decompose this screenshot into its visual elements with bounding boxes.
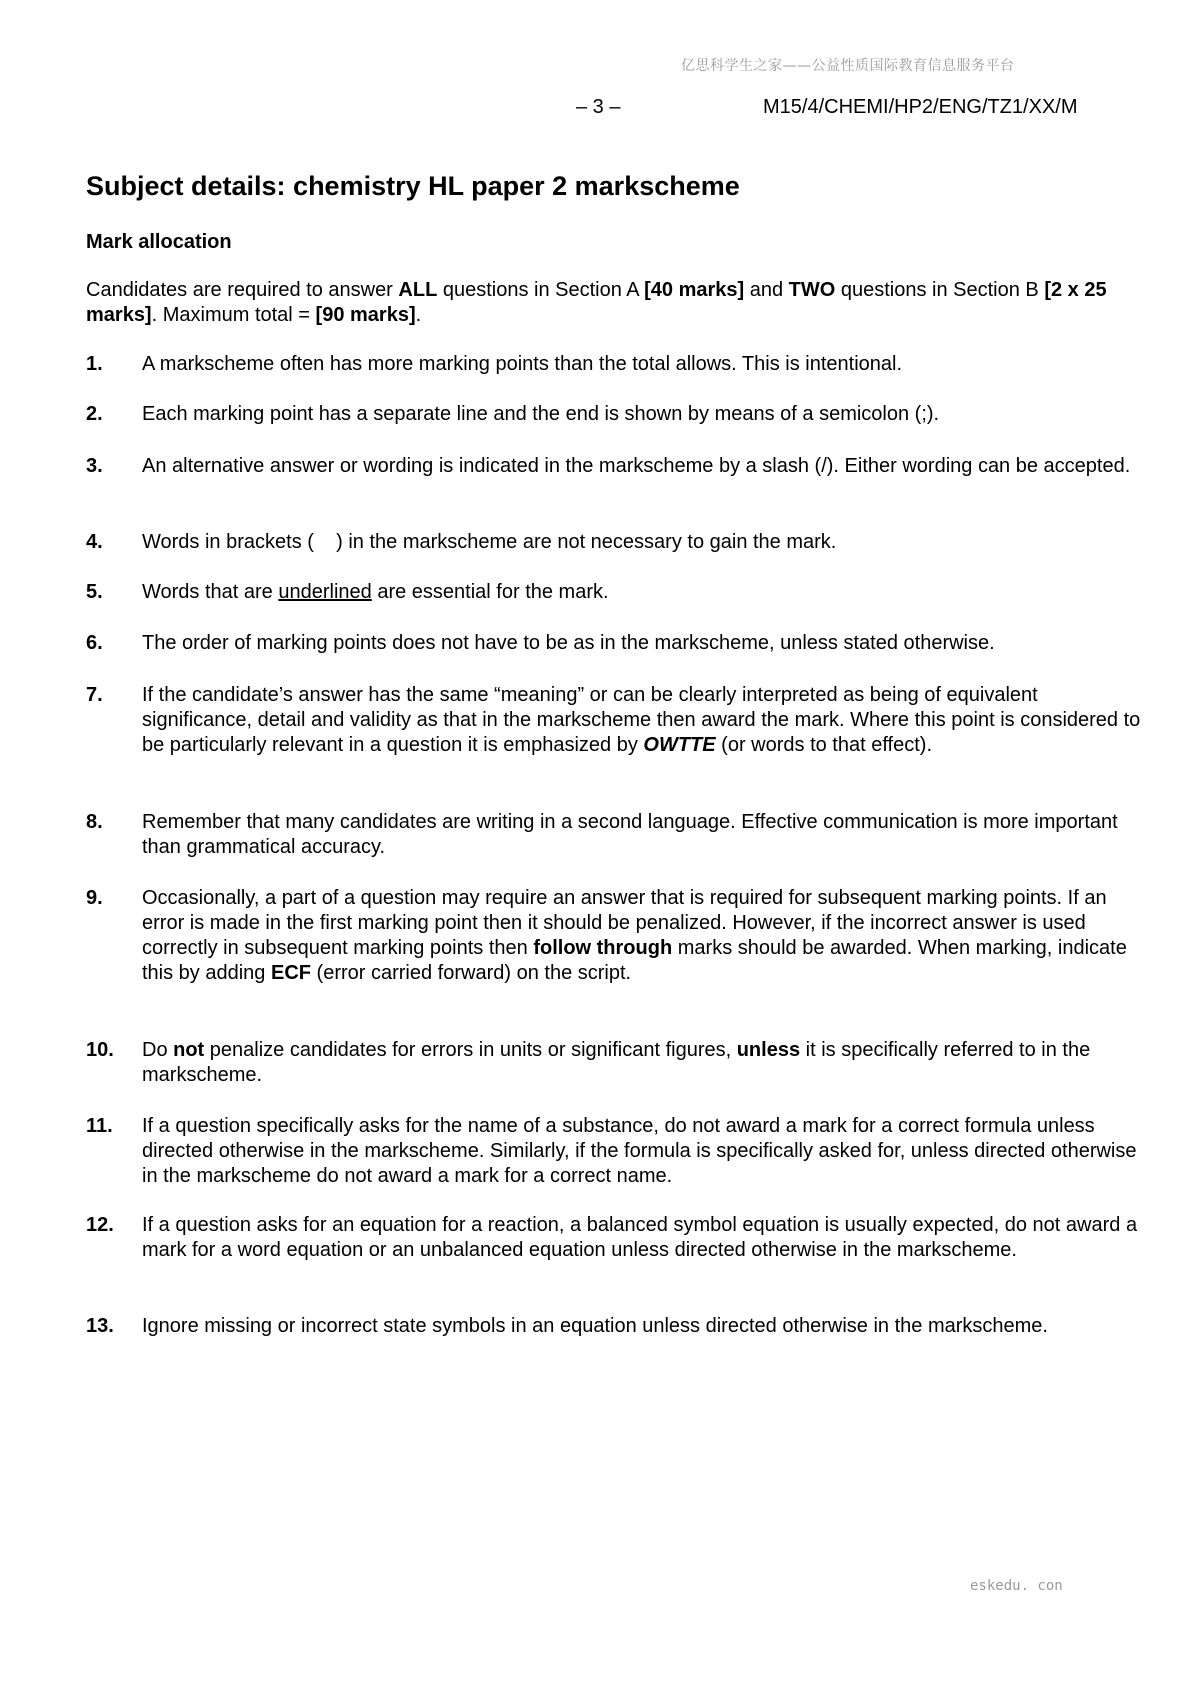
item-number: 4.	[86, 531, 103, 553]
item-number: 3.	[86, 455, 103, 477]
section-heading-mark-allocation: Mark allocation	[86, 231, 232, 253]
item-number: 2.	[86, 403, 103, 425]
item-text-part: If the candidate’s answer has the same “meaning” or can be clearly interpreted as being of equivalent significance, detail and validity as that in the markscheme then award the mark. Where this point is considered to be particularly relevant in a question it is emphasized by	[142, 684, 1141, 756]
item-text	[142, 1038, 1142, 1088]
underlined-word: underlined	[278, 581, 372, 603]
item-text	[142, 683, 1142, 758]
ecf-emphasis: ECF	[270, 962, 311, 984]
item-number: 13.	[86, 1315, 114, 1337]
item-text: If a question asks for an equation for a reaction, a balanced symbol equation is usually expected, do not award a mark for a word equation or an unbalanced equation unless directed otherwise in the markscheme.	[142, 1214, 1138, 1261]
item-text-part: Words that are	[142, 581, 279, 603]
item-text: Words in brackets ( ) in the markscheme are not necessary to gain the mark.	[142, 531, 837, 553]
document-code: M15/4/CHEMI/HP2/ENG/TZ1/XX/M	[763, 96, 1078, 118]
item-number: 1.	[86, 353, 103, 375]
item-number: 11.	[86, 1115, 113, 1137]
item-text: If a question specifically asks for the name of a substance, do not award a mark for a correct formula unless directed otherwise in the markscheme. Similarly, if the formula is specifically asked for, unless directed otherwise in the markscheme do not award a mark for a correct name.	[142, 1115, 1137, 1187]
follow-through-emphasis: follow through	[533, 937, 673, 959]
intro-text: Candidates are required to answer	[86, 279, 399, 301]
item-number: 10.	[86, 1039, 114, 1061]
item-text-part: it is specifically referred to in the markscheme.	[142, 1039, 1091, 1086]
item-text: An alternative answer or wording is indicated in the markscheme by a slash (/). Either wording can be accepted.	[142, 455, 1131, 477]
owtte-emphasis: OWTTE	[643, 734, 716, 756]
unless-emphasis: unless	[736, 1039, 801, 1061]
intro-text: .	[415, 304, 422, 326]
page-title: Subject details: chemistry HL paper 2 markscheme	[86, 171, 740, 201]
item-number: 12.	[86, 1214, 114, 1236]
item-number: 9.	[86, 887, 103, 909]
intro-text: questions in Section B	[835, 279, 1045, 301]
item-text-part: are essential for the mark.	[371, 581, 609, 603]
intro-emphasis-two: TWO	[788, 279, 836, 301]
item-number: 6.	[86, 632, 103, 654]
intro-emphasis-all: ALL	[398, 279, 438, 301]
item-text	[142, 886, 1142, 986]
item-text-part: marks should be awarded. When marking, indicate this by adding	[142, 937, 1127, 984]
intro-marks-section-b: [2 x 25 marks]	[86, 279, 1107, 326]
intro-text: and	[744, 279, 789, 301]
intro-text: questions in Section A	[437, 279, 645, 301]
item-text: The order of marking points does not have to be as in the markscheme, unless stated otherwise.	[142, 632, 995, 654]
intro-marks-total: [90 marks]	[315, 304, 416, 326]
item-text: Ignore missing or incorrect state symbols in an equation unless directed otherwise in the markscheme.	[142, 1315, 1048, 1337]
item-number: 7.	[86, 684, 103, 706]
intro-paragraph	[86, 278, 1116, 328]
item-text-part: (or words to that effect).	[715, 734, 932, 756]
item-text-part: Occasionally, a part of a question may require an answer that is required for subsequent marking points. If an error is made in the first marking point then it should be penalized. However, if the incorrect answer is used correctly in subsequent marking points then	[142, 887, 1107, 959]
page-number: – 3 –	[576, 96, 621, 118]
item-text-part: penalize candidates for errors in units or significant figures,	[204, 1039, 737, 1061]
item-text-part: (error carried forward) on the script.	[310, 962, 632, 984]
item-number: 8.	[86, 811, 103, 833]
intro-marks-section-a: [40 marks]	[644, 279, 745, 301]
footer-watermark: eskedu. con	[970, 1578, 1063, 1594]
item-number: 5.	[86, 581, 103, 603]
not-emphasis: not	[173, 1039, 205, 1061]
item-text: Remember that many candidates are writing in a second language. Effective communication is more important than grammatical accuracy.	[142, 811, 1118, 858]
item-text: A markscheme often has more marking points than the total allows. This is intentional.	[142, 353, 903, 375]
item-text-part: Do	[142, 1039, 174, 1061]
header-watermark: 亿思科学生之家——公益性质国际教育信息服务平台	[681, 58, 1015, 74]
item-text: Each marking point has a separate line and the end is shown by means of a semicolon (;).	[142, 403, 940, 425]
item-text	[142, 580, 1142, 605]
intro-text: . Maximum total =	[151, 304, 316, 326]
